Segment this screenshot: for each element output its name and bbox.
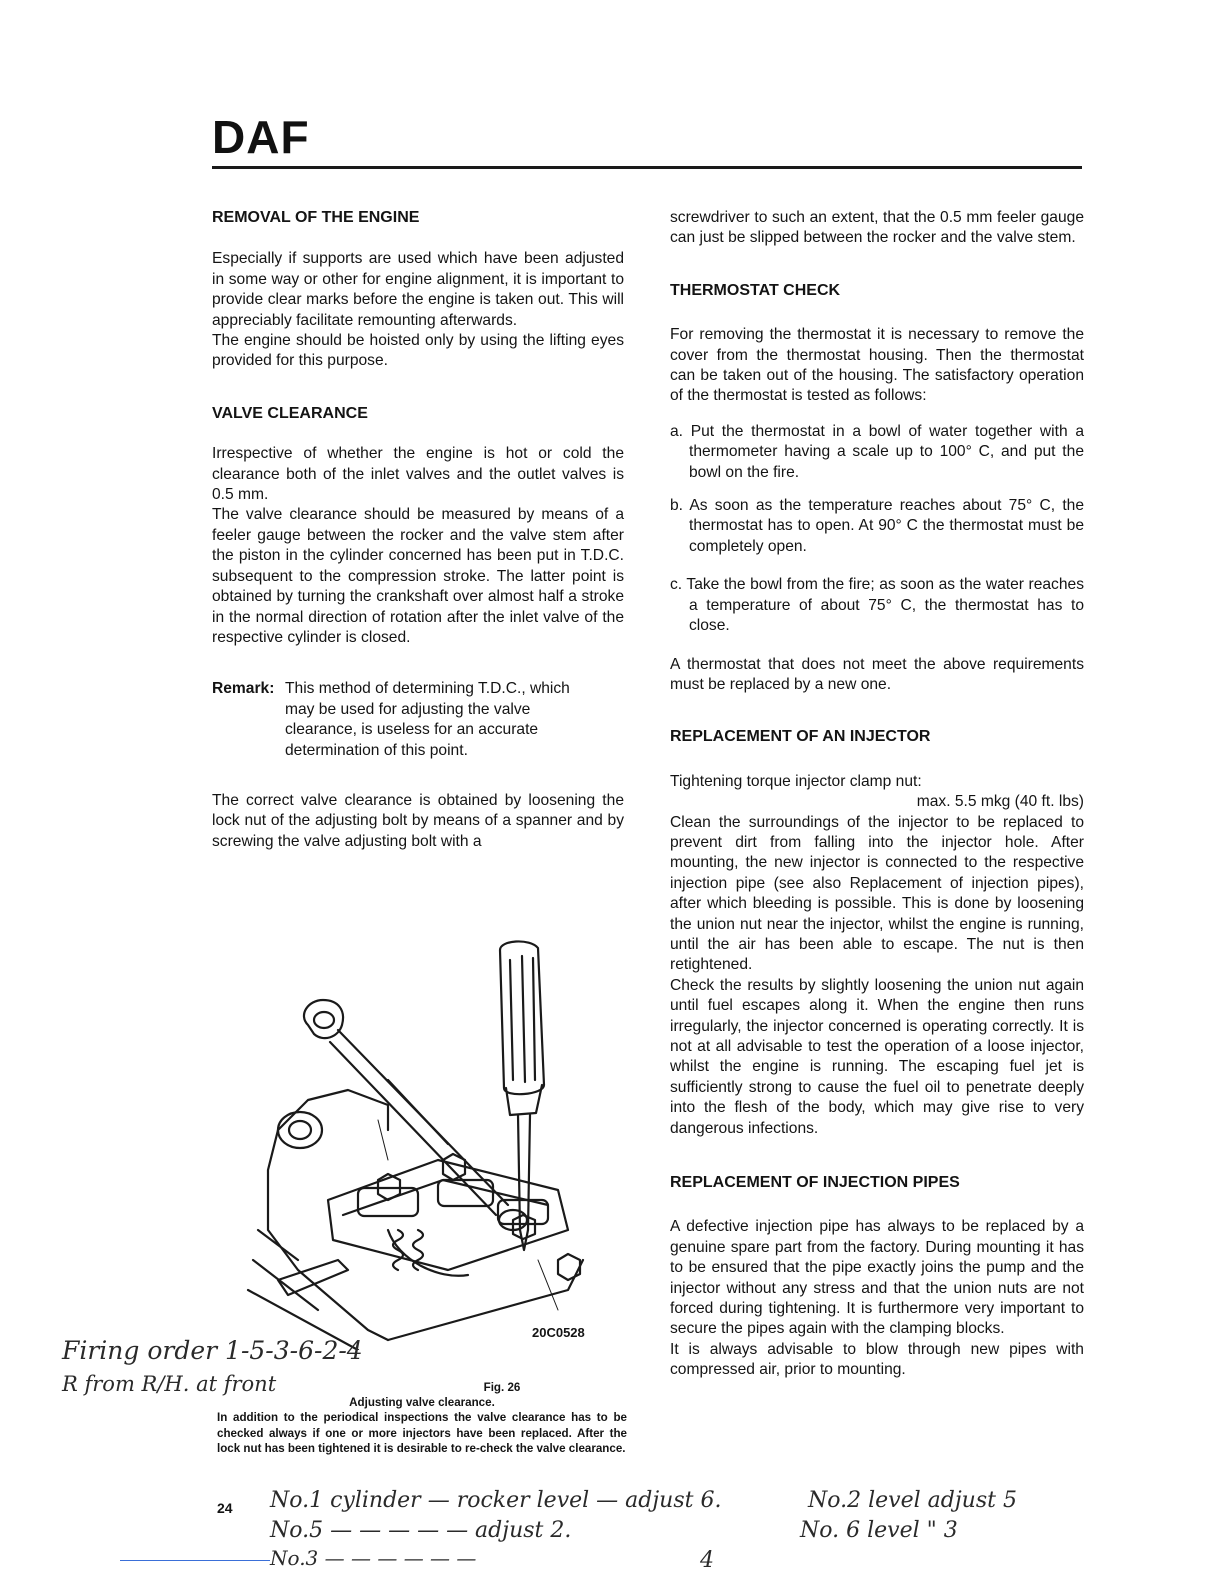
handwritten-line-1-right: No.2 level adjust 5 (808, 1488, 1017, 1513)
header-rule (212, 166, 1082, 169)
heading-valve-clearance: VALVE CLEARANCE (212, 404, 368, 422)
right-column (670, 208, 1084, 1381)
figure-title: Adjusting valve clearance. (349, 1396, 495, 1410)
thermostat-outro: A thermostat that does not meet the above requirements must be replaced by a new one. (670, 655, 1084, 693)
valve-paragraph-1: Irrespective of whether the engine is hot or cold the clearance both of the inlet valves and the outlet valves is 0.5 mm. (212, 445, 624, 504)
page-number: 24 (217, 1500, 233, 1516)
handwritten-firing-order: Firing order 1-5-3-6-2-4 (62, 1336, 363, 1365)
thermostat-step-a: a. Put the thermostat in a bowl of water together with a thermometer having a scale up to 100° C, and put the bowl on the fire. (670, 422, 1084, 481)
figure-caption-text: In addition to the periodical inspections the valve clearance has to be checked always if one or more injectors have been replaced. After the lock nut has been tightened it is desirable to re-check the valve clearance. (217, 1411, 627, 1455)
heading-injector: REPLACEMENT OF AN INJECTOR (670, 728, 931, 746)
continuation-paragraph: screwdriver to such an extent, that the 0.5 mm feeler gauge can just be slipped between the rocker and the valve stem. (670, 209, 1084, 247)
removal-paragraph-2: The engine should be hoisted only by using the lifting eyes provided for this purpose. (212, 332, 624, 370)
handwritten-line-2-left: No.5 — — — — — adjust 2. (270, 1518, 572, 1543)
thermostat-step-c: c. Take the bowl from the fire; as soon as the water reaches a temperature of about 75° C, the thermostat has to close. (670, 576, 1084, 635)
torque-label: Tightening torque injector clamp nut: (670, 772, 922, 790)
thermostat-step-b: b. As soon as the temperature reaches about 75° C, the thermostat has to open. At 90° C the thermostat must be completely open. (670, 497, 1084, 555)
handwritten-line-2-right: No. 6 level " 3 (800, 1518, 958, 1543)
thermostat-intro: For removing the thermostat it is necessary to remove the cover from the thermostat housing. Then the thermostat can be taken out of the housing. The satisfactory operation of the thermostat is tested as follows: (670, 326, 1084, 405)
handwritten-line-3-left: No.3 — — — — — — (270, 1546, 477, 1570)
handwritten-line-1-left: No.1 cylinder — rocker level — adjust 6. (270, 1488, 722, 1513)
scan-mark-line (120, 1560, 270, 1561)
figure-code: 20C0528 (532, 1325, 585, 1340)
heading-injection-pipes: REPLACEMENT OF INJECTION PIPES (670, 1174, 960, 1192)
brand-logo: DAF (212, 111, 310, 163)
injector-paragraph-1: Clean the surroundings of the injector to be replaced to prevent dirt from falling into the injector hole. After mounting, the new injector is connected to the respective injection pipe (see also Replacement of injection pipes), after which bleeding is possible. This is done by loosening the union nut near the injector, whilst the engine is running, until the air has been able to escape. The nut is then retightened. (670, 813, 1084, 974)
remark-label: Remark: (212, 680, 275, 698)
remark-text: This method of determining T.D.C., which may be used for adjusting the valve clearance, is useless for an accurate determination of this point. (285, 680, 570, 759)
figure-number: Fig. 26 (483, 1381, 521, 1394)
valve-paragraph-3: The correct valve clearance is obtained by loosening the lock nut of the adjusting bolt by means of a spanner and by screwing the valve adjusting bolt with a (212, 791, 624, 850)
figure-caption (217, 1380, 627, 1456)
torque-value: max. 5.5 mkg (40 ft. lbs) (916, 793, 1084, 811)
heading-removal: REMOVAL OF THE ENGINE (212, 209, 420, 226)
injector-paragraph-2: Check the results by slightly loosening the union nut again until fuel escapes along it. When the engine then runs irregularly, the injector concerned is operating correctly. It is not at all advisable to test the operation of a loose injector, whilst the engine is running. The escaping fuel jet is sufficiently strong to cause the fuel oil to penetrate deeply into the flesh of the body, which may give rise to very dangerous infections. (670, 976, 1084, 1137)
handwritten-rotation: R from R/H. at front (62, 1372, 277, 1396)
removal-paragraph-1: Especially if supports are used which have been adjusted in some way or other for engine alignment, it is important to provide clear marks before the engine is taken out. This will appreciably facilitate remounting afterwards. (212, 250, 624, 329)
pipes-paragraph-1: A defective injection pipe has always to be replaced by a genuine spare part from the factory. During mounting it has to be ensured that the pipe exactly joins the pump and the injector without any stress and that the union nuts are not forced during tightening. It is furthermore very important to secure the pipes again with the clamping blocks. (670, 1218, 1084, 1338)
remark (212, 679, 624, 761)
handwritten-line-3-number: 4 (700, 1548, 714, 1573)
valve-paragraph-2: The valve clearance should be measured by means of a feeler gauge between the rocker and the valve stem after the piston in the cylinder concerned has been put in T.D.C. subsequent to the compression stroke. The latter point is obtained by turning the crankshaft over almost half a stroke in the normal direction of rotation after the inlet valve of the respective cylinder is closed. (212, 506, 624, 646)
pipes-paragraph-2: It is always advisable to blow through new pipes with compressed air, prior to mounting. (670, 1340, 1084, 1379)
heading-thermostat: THERMOSTAT CHECK (670, 281, 841, 299)
valve-adjustment-illustration (238, 930, 608, 1350)
left-column (212, 208, 624, 852)
